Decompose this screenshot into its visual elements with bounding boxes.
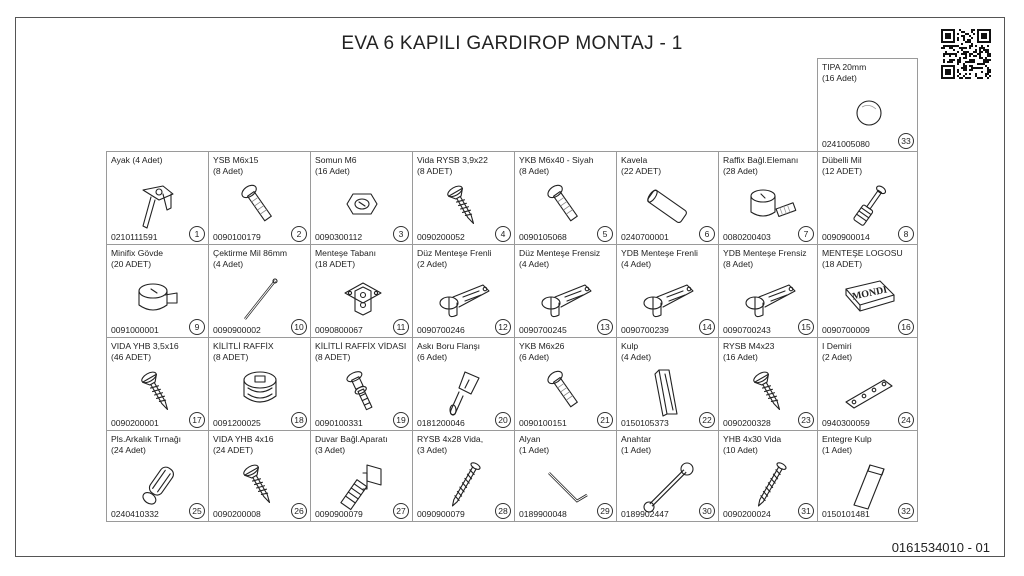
- part-number-badge: 18: [291, 412, 307, 428]
- part-number-badge: 2: [291, 226, 307, 242]
- wrench-icon: [639, 459, 697, 513]
- part-cell-3: [310, 151, 413, 245]
- part-number-badge: 3: [393, 226, 409, 242]
- rod-icon: [231, 273, 289, 327]
- part-label: Çektirme Mil 86mm (4 Adet): [213, 248, 288, 269]
- part-code: 0090200328: [723, 418, 771, 428]
- part-cell-30: [616, 430, 719, 522]
- part-label: Anahtar (1 Adet): [621, 434, 652, 455]
- long-screw-icon: [741, 459, 799, 513]
- part-cell-5: [514, 151, 617, 245]
- part-cell-10: [208, 244, 311, 338]
- part-label: VIDA YHB 4x16 (24 ADET): [213, 434, 274, 455]
- bolt-icon: [537, 366, 595, 420]
- part-cell-23: [718, 337, 818, 431]
- long-screw-icon: [435, 459, 493, 513]
- part-cell-26: [208, 430, 311, 522]
- cap-icon: [840, 87, 898, 141]
- part-label: Alyan (1 Adet): [519, 434, 550, 455]
- part-label: Menteşe Tabanı (18 ADET): [315, 248, 376, 269]
- locking-cam-icon: [231, 366, 289, 420]
- part-code: 0189900048: [519, 509, 567, 519]
- part-label: Kavela (22 ADET): [621, 155, 662, 176]
- part-code: 0090100179: [213, 232, 261, 242]
- part-number-badge: 14: [699, 319, 715, 335]
- part-label: VIDA YHB 3,5x16 (46 ADET): [111, 341, 179, 362]
- part-code: 0091000001: [111, 325, 159, 335]
- part-cell-33: [817, 58, 918, 152]
- part-cell-14: [616, 244, 719, 338]
- part-label: KİLİTLİ RAFFİX (8 ADET): [213, 341, 274, 362]
- part-number-badge: 6: [699, 226, 715, 242]
- part-cell-9: [106, 244, 209, 338]
- part-code: 0090700243: [723, 325, 771, 335]
- part-cell-7: [718, 151, 818, 245]
- part-code: 0090700009: [822, 325, 870, 335]
- part-cell-16: [817, 244, 918, 338]
- part-number-badge: 20: [495, 412, 511, 428]
- allen-key-icon: [537, 459, 595, 513]
- part-code: 0090200008: [213, 509, 261, 519]
- part-code: 0090700239: [621, 325, 669, 335]
- part-number-badge: 15: [798, 319, 814, 335]
- part-label: YHB 4x30 Vida (10 Adet): [723, 434, 782, 455]
- cam-screw-icon: [333, 366, 391, 420]
- part-cell-15: [718, 244, 818, 338]
- part-code: 0090900002: [213, 325, 261, 335]
- part-code: 0240700001: [621, 232, 669, 242]
- part-cell-22: [616, 337, 719, 431]
- part-code: 0090100331: [315, 418, 363, 428]
- part-label: TIPA 20mm (16 Adet): [822, 62, 867, 83]
- part-cell-28: [412, 430, 515, 522]
- part-label: Kulp (4 Adet): [621, 341, 652, 362]
- part-label: Pls.Arkalık Tırnağı (24 Adet): [111, 434, 182, 455]
- part-code: 0241005080: [822, 139, 870, 149]
- part-code: 0189902447: [621, 509, 669, 519]
- part-cell-32: [817, 430, 918, 522]
- part-label: I Demiri (2 Adet): [822, 341, 853, 362]
- part-cell-8: [817, 151, 918, 245]
- plate-icon: [840, 366, 898, 420]
- part-label: YKB M6x26 (6 Adet): [519, 341, 565, 362]
- part-code: 0090105068: [519, 232, 567, 242]
- part-number-badge: 7: [798, 226, 814, 242]
- part-label: Vida RYSB 3,9x22 (8 ADET): [417, 155, 488, 176]
- part-cell-25: [106, 430, 209, 522]
- part-code: 0240410332: [111, 509, 159, 519]
- part-code: 0090900014: [822, 232, 870, 242]
- part-number-badge: 32: [898, 503, 914, 519]
- part-number-badge: 26: [291, 503, 307, 519]
- part-number-badge: 24: [898, 412, 914, 428]
- part-number-badge: 33: [898, 133, 914, 149]
- part-code: 0080200403: [723, 232, 771, 242]
- part-label: Minifix Gövde (20 ADET): [111, 248, 164, 269]
- screw-icon: [741, 366, 799, 420]
- part-number-badge: 17: [189, 412, 205, 428]
- part-label: YKB M6x40 - Siyah (8 Adet): [519, 155, 594, 176]
- hinge-plate-icon: [333, 273, 391, 327]
- part-number-badge: 23: [798, 412, 814, 428]
- part-label: RYSB M4x23 (16 Adet): [723, 341, 775, 362]
- part-number-badge: 21: [597, 412, 613, 428]
- part-code: 0210111591: [111, 232, 158, 242]
- part-label: Dübelli Mil (12 ADET): [822, 155, 863, 176]
- part-label: Ayak (4 Adet): [111, 155, 163, 165]
- screw-icon: [231, 459, 289, 513]
- rail-flange-icon: [435, 366, 493, 420]
- part-cell-17: [106, 337, 209, 431]
- part-code: 0090200001: [111, 418, 159, 428]
- part-number-badge: 10: [291, 319, 307, 335]
- part-cell-27: [310, 430, 413, 522]
- part-label: Askı Boru Flanşı (6 Adet): [417, 341, 481, 362]
- part-cell-12: [412, 244, 515, 338]
- part-number-badge: 28: [495, 503, 511, 519]
- part-cell-11: [310, 244, 413, 338]
- part-code: 0181200046: [417, 418, 465, 428]
- part-label: Entegre Kulp (1 Adet): [822, 434, 872, 455]
- page-title: EVA 6 KAPILI GARDIROP MONTAJ - 1: [341, 33, 683, 54]
- document-number: 0161534010 - 01: [891, 540, 990, 555]
- part-code: 0090900079: [417, 509, 465, 519]
- part-code: 0090200024: [723, 509, 771, 519]
- part-number-badge: 30: [699, 503, 715, 519]
- part-code: 0090900079: [315, 509, 363, 519]
- part-label: Somun M6 (16 Adet): [315, 155, 357, 176]
- part-cell-4: [412, 151, 515, 245]
- integrated-handle-icon: [840, 459, 898, 513]
- part-number-badge: 25: [189, 503, 205, 519]
- part-number-badge: 12: [495, 319, 511, 335]
- part-code: 0090100151: [519, 418, 567, 428]
- part-cell-20: [412, 337, 515, 431]
- part-code: 0090200052: [417, 232, 465, 242]
- screw-icon: [129, 366, 187, 420]
- part-cell-31: [718, 430, 818, 522]
- part-label: Duvar Bağl.Aparatı (3 Adet): [315, 434, 388, 455]
- part-code: 0940300059: [822, 418, 870, 428]
- part-cell-2: [208, 151, 311, 245]
- part-label: Düz Menteşe Frenli (2 Adet): [417, 248, 492, 269]
- part-number-badge: 13: [597, 319, 613, 335]
- handle-icon: [639, 366, 697, 420]
- back-clip-icon: [129, 459, 187, 513]
- part-number-badge: 4: [495, 226, 511, 242]
- qr-code: [941, 29, 991, 79]
- part-cell-21: [514, 337, 617, 431]
- part-number-badge: 19: [393, 412, 409, 428]
- part-number-badge: 1: [189, 226, 205, 242]
- part-label: Raffix Bağl.Elemanı (28 Adet): [723, 155, 799, 176]
- part-label: YDB Menteşe Frenli (4 Adet): [621, 248, 698, 269]
- part-number-badge: 31: [798, 503, 814, 519]
- part-number-badge: 8: [898, 226, 914, 242]
- part-label: KİLİTLİ RAFFİX VİDASI (8 ADET): [315, 341, 407, 362]
- logo-text: MONDI: [851, 284, 889, 303]
- part-code: 0090300112: [315, 232, 363, 242]
- wall-anchor-icon: [333, 459, 391, 513]
- part-label: RYSB 4x28 Vida, (3 Adet): [417, 434, 484, 455]
- hinge-icon: [741, 273, 799, 327]
- cam-lock-icon: [741, 180, 799, 234]
- part-number-badge: 11: [393, 319, 409, 335]
- part-cell-13: [514, 244, 617, 338]
- part-number-badge: 9: [189, 319, 205, 335]
- part-cell-24: [817, 337, 918, 431]
- part-cell-18: [208, 337, 311, 431]
- part-label: YSB M6x15 (8 Adet): [213, 155, 259, 176]
- part-cell-1: [106, 151, 209, 245]
- part-code: 0150101481: [822, 509, 870, 519]
- part-label: Düz Menteşe Frensiz (4 Adet): [519, 248, 601, 269]
- screw-icon: [435, 180, 493, 234]
- minifix-icon: [129, 273, 187, 327]
- part-cell-19: [310, 337, 413, 431]
- part-code: 0090700245: [519, 325, 567, 335]
- part-cell-6: [616, 151, 719, 245]
- part-cell-29: [514, 430, 617, 522]
- hinge-icon: [435, 273, 493, 327]
- part-code: 0090700246: [417, 325, 465, 335]
- furniture-leg-icon: [129, 180, 187, 234]
- dowel-pin-icon: [840, 180, 898, 234]
- part-number-badge: 5: [597, 226, 613, 242]
- part-number-badge: 27: [393, 503, 409, 519]
- nut-icon: [333, 180, 391, 234]
- part-label: MENTEŞE LOGOSU (18 ADET): [822, 248, 903, 269]
- hinge-icon: [537, 273, 595, 327]
- dowel-icon: [639, 180, 697, 234]
- bolt-icon: [231, 180, 289, 234]
- logo-cap-icon: [840, 273, 898, 327]
- hinge-icon: [639, 273, 697, 327]
- part-code: 0090800067: [315, 325, 363, 335]
- part-number-badge: 22: [699, 412, 715, 428]
- part-number-badge: 16: [898, 319, 914, 335]
- part-number-badge: 29: [597, 503, 613, 519]
- part-code: 0091200025: [213, 418, 261, 428]
- bolt-icon: [537, 180, 595, 234]
- part-code: 0150105373: [621, 418, 669, 428]
- part-label: YDB Menteşe Frensiz (8 Adet): [723, 248, 807, 269]
